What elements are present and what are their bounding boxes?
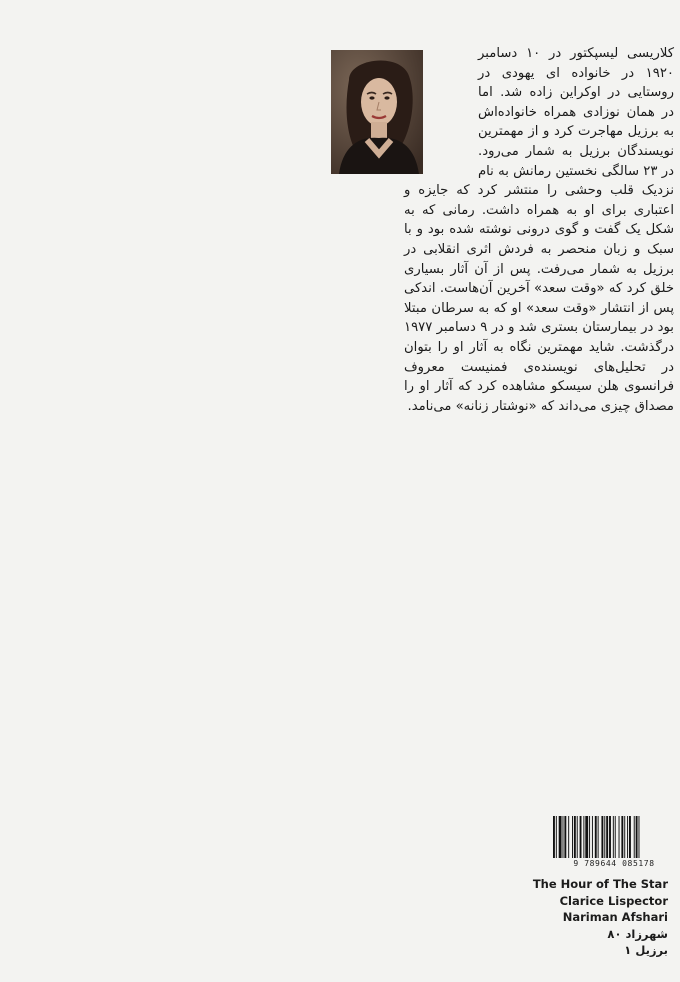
book-title: The Hour of The Star bbox=[532, 877, 668, 891]
series-number: شهرزاد ۸۰ bbox=[607, 926, 668, 941]
barcode bbox=[550, 816, 678, 870]
biography-text: کلاریسی لیسپکتور در ۱۰ دسامبر ۱۹۲۰ در خانواده ای یهودی در روستایی در اوکراین زاده شد. اما در همان نوزادی همراه خانواده‌اش به برزیل مهاجرت کرد و از مهمترین نویسندگان برزیل به شمار می‌رود. در ۲۳ سالگی نخستین رمانش به نام نزدیک قلب وحشی را منتشر کرد که جایزه و اعتباری برای او به همراه داشت. رمانی که به شکل یک گفت و گوی درونی نوشته شده بود و با سبک و زبان منحصر به فردش اثری انقلابی در برزیل به شمار می‌رفت. پس از آن آثار بسیاری خلق کرد که «وقت سعد» آخرین آن‌هاست. اندکی پس از انتشار «وقت سعد» او که به سرطان مبتلا بود در بیمارستان بستری شد و در ۹ دسامبر ۱۹۷۷ درگذشت. شاید مهمترین نگاه به آثار او را بتوان در تحلیل‌های نویسنده‌ی فمنیست معروف فرانسوی هلن سیسکو مشاهده کرد که آثار او را مصداق چیزی می‌داند که «نوشتار زنانه» می‌نامد. bbox=[404, 46, 675, 414]
author-name: Clarice Lispector bbox=[559, 893, 668, 908]
translator-name: Nariman Afshari bbox=[562, 910, 668, 924]
barcode-bars bbox=[550, 816, 678, 858]
author-biography bbox=[404, 44, 674, 416]
isbn-number: 9 789644 085178 bbox=[573, 859, 655, 868]
book-credits bbox=[468, 876, 668, 959]
photo-wrap-spacer bbox=[404, 44, 478, 178]
subseries-number: برزیل ۱ bbox=[624, 943, 668, 957]
